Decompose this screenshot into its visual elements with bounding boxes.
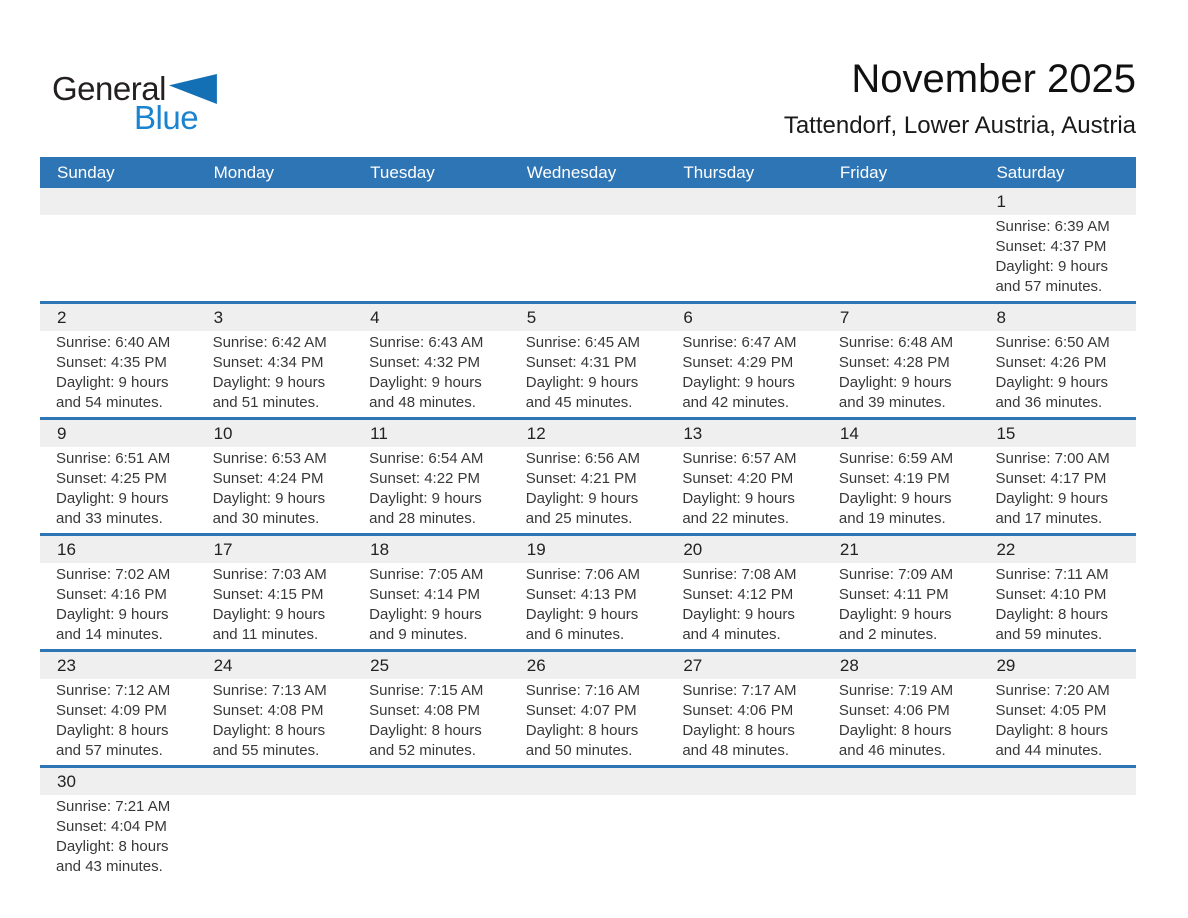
day-daylight-text: Daylight: 9 hours and 39 minutes.	[838, 374, 952, 411]
day-daylight-text: Daylight: 9 hours and 30 minutes.	[212, 490, 326, 527]
day-sunset-text: Sunset: 4:35 PM	[56, 354, 167, 371]
day-number-band	[979, 188, 1136, 215]
day-number-band	[979, 420, 1136, 447]
day-number: 5	[526, 308, 537, 327]
day-daylight-text: Daylight: 9 hours and 25 minutes.	[525, 490, 639, 527]
day-details	[823, 795, 980, 876]
day-number: 6	[683, 308, 693, 327]
day-cell	[666, 420, 823, 533]
day-number-band	[666, 652, 823, 679]
day-sunrise-text: Sunrise: 6:50 AM	[995, 334, 1110, 351]
day-number-band	[40, 420, 197, 447]
day-details	[197, 795, 354, 876]
day-details	[40, 563, 197, 649]
day-cell	[666, 188, 823, 301]
day-details	[40, 679, 197, 765]
day-number-band	[510, 188, 667, 215]
day-daylight-text: Daylight: 8 hours and 44 minutes.	[995, 722, 1109, 759]
day-number-band	[979, 652, 1136, 679]
calendar-grid	[40, 188, 1136, 881]
day-sunset-text: Sunset: 4:37 PM	[995, 238, 1107, 255]
day-cell	[823, 188, 980, 301]
day-details	[510, 795, 667, 876]
day-number-band	[353, 768, 510, 795]
day-cell	[197, 420, 354, 533]
calendar-week-row	[40, 188, 1136, 304]
day-name-friday: Friday	[839, 163, 888, 182]
day-cell	[510, 652, 667, 765]
day-number: 29	[996, 656, 1016, 675]
day-sunrise-text: Sunrise: 7:21 AM	[56, 798, 171, 815]
day-daylight-text: Daylight: 9 hours and 57 minutes.	[995, 258, 1109, 295]
day-sunrise-text: Sunrise: 7:15 AM	[369, 682, 484, 699]
day-details	[979, 795, 1136, 876]
day-number-band	[197, 652, 354, 679]
day-cell	[666, 768, 823, 881]
day-sunset-text: Sunset: 4:09 PM	[56, 702, 167, 719]
day-cell	[666, 304, 823, 417]
day-sunset-text: Sunset: 4:08 PM	[369, 702, 481, 719]
day-number-band	[823, 420, 980, 447]
day-cell	[510, 188, 667, 301]
day-sunset-text: Sunset: 4:04 PM	[56, 818, 167, 835]
day-number: 11	[370, 424, 388, 443]
day-details	[979, 563, 1136, 649]
day-sunrise-text: Sunrise: 7:11 AM	[995, 566, 1109, 583]
day-cell	[823, 304, 980, 417]
day-sunrise-text: Sunrise: 7:20 AM	[995, 682, 1110, 699]
day-daylight-text: Daylight: 9 hours and 48 minutes.	[369, 374, 482, 411]
day-cell	[353, 652, 510, 765]
day-number-band	[979, 768, 1136, 795]
day-name-thursday: Thursday	[683, 163, 755, 182]
day-details	[197, 331, 354, 417]
logo-general-text: General	[52, 70, 166, 107]
day-cell	[353, 768, 510, 881]
day-sunrise-text: Sunrise: 6:51 AM	[56, 450, 171, 467]
day-sunset-text: Sunset: 4:10 PM	[995, 586, 1107, 603]
day-number-band	[353, 188, 510, 215]
day-sunrise-text: Sunrise: 6:56 AM	[525, 450, 640, 467]
day-sunrise-text: Sunrise: 6:45 AM	[525, 334, 640, 351]
day-details	[823, 563, 980, 649]
title-block	[784, 56, 1136, 140]
day-daylight-text: Daylight: 8 hours and 59 minutes.	[995, 606, 1109, 643]
day-sunset-text: Sunset: 4:17 PM	[995, 470, 1107, 487]
day-number-band	[353, 652, 510, 679]
day-name-wednesday: Wednesday	[526, 163, 617, 182]
day-number: 23	[57, 656, 76, 675]
day-details	[197, 679, 354, 765]
day-cell	[666, 536, 823, 649]
calendar-week-row	[40, 652, 1136, 768]
day-cell	[353, 536, 510, 649]
day-daylight-text: Daylight: 8 hours and 52 minutes.	[369, 722, 482, 759]
day-details	[510, 679, 667, 765]
day-sunrise-text: Sunrise: 6:57 AM	[682, 450, 797, 467]
day-cell	[197, 304, 354, 417]
day-details	[353, 563, 510, 649]
day-sunset-text: Sunset: 4:12 PM	[682, 586, 794, 603]
day-daylight-text: Daylight: 9 hours and 36 minutes.	[995, 374, 1109, 411]
day-sunrise-text: Sunrise: 7:08 AM	[682, 566, 797, 583]
calendar-week-row	[40, 536, 1136, 652]
day-cell	[510, 536, 667, 649]
day-number: 14	[839, 424, 859, 443]
day-details	[197, 215, 354, 296]
day-sunrise-text: Sunrise: 7:13 AM	[212, 682, 327, 699]
day-number: 26	[526, 656, 546, 675]
day-cell	[353, 420, 510, 533]
day-sunrise-text: Sunrise: 6:43 AM	[369, 334, 484, 351]
day-sunrise-text: Sunrise: 7:09 AM	[838, 566, 954, 583]
day-daylight-text: Daylight: 9 hours and 4 minutes.	[682, 606, 795, 643]
day-number-band	[666, 420, 823, 447]
day-cell	[823, 420, 980, 533]
day-cell	[979, 768, 1136, 881]
day-sunset-text: Sunset: 4:15 PM	[212, 586, 324, 603]
day-cell	[353, 304, 510, 417]
day-cell	[40, 652, 197, 765]
general-blue-logo	[52, 72, 217, 134]
day-details	[197, 447, 354, 533]
day-number: 8	[996, 308, 1006, 327]
page-subtitle: Tattendorf, Lower Austria, Austria	[783, 112, 1136, 139]
day-number-band	[40, 188, 197, 215]
day-number-band	[979, 304, 1136, 331]
day-cell	[979, 652, 1136, 765]
day-number: 27	[683, 656, 703, 675]
day-sunrise-text: Sunrise: 7:03 AM	[212, 566, 327, 583]
day-sunset-text: Sunset: 4:07 PM	[525, 702, 637, 719]
day-details	[979, 331, 1136, 417]
day-number: 10	[213, 424, 233, 443]
day-cell	[823, 768, 980, 881]
day-sunset-text: Sunset: 4:11 PM	[838, 586, 949, 603]
day-daylight-text: Daylight: 9 hours and 6 minutes.	[525, 606, 639, 643]
day-sunrise-text: Sunrise: 7:05 AM	[369, 566, 484, 583]
day-number: 18	[370, 540, 390, 559]
day-number: 2	[57, 308, 67, 327]
day-sunset-text: Sunset: 4:06 PM	[682, 702, 794, 719]
day-sunset-text: Sunset: 4:25 PM	[56, 470, 167, 487]
day-number-band	[353, 536, 510, 563]
day-number-band	[353, 304, 510, 331]
calendar-header-row	[40, 157, 1136, 188]
day-details	[40, 215, 197, 296]
day-number-band	[979, 536, 1136, 563]
day-sunrise-text: Sunrise: 6:40 AM	[56, 334, 171, 351]
day-cell	[197, 536, 354, 649]
day-cell	[823, 536, 980, 649]
day-daylight-text: Daylight: 8 hours and 50 minutes.	[525, 722, 639, 759]
calendar-week-row	[40, 304, 1136, 420]
day-number-band	[823, 768, 980, 795]
day-cell	[979, 536, 1136, 649]
calendar-week-row	[40, 420, 1136, 536]
day-daylight-text: Daylight: 9 hours and 42 minutes.	[682, 374, 795, 411]
day-sunrise-text: Sunrise: 7:02 AM	[56, 566, 171, 583]
day-daylight-text: Daylight: 8 hours and 55 minutes.	[212, 722, 326, 759]
day-details	[666, 679, 823, 765]
day-cell	[40, 536, 197, 649]
day-number-band	[197, 768, 354, 795]
day-sunrise-text: Sunrise: 7:00 AM	[995, 450, 1110, 467]
day-number-band	[823, 536, 980, 563]
day-number: 24	[213, 656, 233, 675]
day-number: 12	[526, 424, 546, 443]
day-daylight-text: Daylight: 8 hours and 48 minutes.	[682, 722, 795, 759]
day-cell	[823, 652, 980, 765]
day-details	[666, 563, 823, 649]
day-sunset-text: Sunset: 4:21 PM	[525, 470, 637, 487]
day-number-band	[510, 420, 667, 447]
day-number-band	[40, 652, 197, 679]
day-name-tuesday: Tuesday	[370, 163, 435, 182]
logo-blue-text: Blue	[134, 99, 199, 136]
day-details	[979, 447, 1136, 533]
day-sunrise-text: Sunrise: 6:59 AM	[838, 450, 954, 467]
day-sunrise-text: Sunrise: 6:54 AM	[369, 450, 484, 467]
day-daylight-text: Daylight: 8 hours and 46 minutes.	[838, 722, 952, 759]
day-sunrise-text: Sunrise: 7:12 AM	[56, 682, 171, 699]
day-number: 19	[526, 540, 546, 559]
day-number-band	[510, 768, 667, 795]
day-details	[197, 563, 354, 649]
day-details	[510, 447, 667, 533]
day-details	[666, 447, 823, 533]
day-sunrise-text: Sunrise: 6:53 AM	[212, 450, 327, 467]
day-cell	[979, 188, 1136, 301]
day-number-band	[823, 652, 980, 679]
day-details	[353, 679, 510, 765]
day-number: 17	[213, 540, 233, 559]
day-sunset-text: Sunset: 4:16 PM	[56, 586, 167, 603]
day-details	[979, 679, 1136, 765]
day-number: 20	[683, 540, 703, 559]
day-sunset-text: Sunset: 4:32 PM	[369, 354, 481, 371]
day-number: 1	[996, 192, 1006, 211]
day-cell	[40, 304, 197, 417]
day-sunrise-text: Sunrise: 7:06 AM	[525, 566, 640, 583]
day-number: 7	[839, 308, 850, 327]
day-number-band	[40, 768, 197, 795]
day-cell	[510, 768, 667, 881]
day-details	[823, 215, 980, 296]
day-sunset-text: Sunset: 4:14 PM	[369, 586, 481, 603]
day-daylight-text: Daylight: 8 hours and 57 minutes.	[56, 722, 169, 759]
calendar	[40, 157, 1136, 881]
day-number: 16	[57, 540, 76, 559]
day-sunset-text: Sunset: 4:29 PM	[682, 354, 794, 371]
page-title: November 2025	[851, 57, 1136, 101]
day-number-band	[40, 304, 197, 331]
day-cell	[40, 420, 197, 533]
day-cell	[510, 420, 667, 533]
day-sunset-text: Sunset: 4:28 PM	[838, 354, 950, 371]
day-cell	[979, 420, 1136, 533]
day-details	[40, 331, 197, 417]
day-details	[510, 563, 667, 649]
day-cell	[40, 768, 197, 881]
day-number-band	[40, 536, 197, 563]
day-cell	[197, 188, 354, 301]
day-daylight-text: Daylight: 9 hours and 14 minutes.	[56, 606, 169, 643]
day-number: 15	[996, 424, 1016, 443]
day-name-monday: Monday	[213, 163, 275, 182]
day-number-band	[666, 536, 823, 563]
day-sunset-text: Sunset: 4:08 PM	[212, 702, 324, 719]
day-name-sunday: Sunday	[57, 163, 115, 182]
day-sunrise-text: Sunrise: 6:39 AM	[995, 218, 1110, 235]
day-details	[979, 215, 1136, 301]
day-sunset-text: Sunset: 4:34 PM	[212, 354, 324, 371]
day-details	[353, 331, 510, 417]
day-sunset-text: Sunset: 4:13 PM	[525, 586, 637, 603]
day-number-band	[510, 304, 667, 331]
day-sunset-text: Sunset: 4:22 PM	[369, 470, 481, 487]
day-sunset-text: Sunset: 4:05 PM	[995, 702, 1107, 719]
day-number: 22	[996, 540, 1016, 559]
day-daylight-text: Daylight: 9 hours and 9 minutes.	[369, 606, 482, 643]
day-name-saturday: Saturday	[996, 163, 1065, 182]
day-details	[353, 447, 510, 533]
day-details	[666, 795, 823, 876]
day-sunrise-text: Sunrise: 6:47 AM	[682, 334, 797, 351]
day-daylight-text: Daylight: 9 hours and 51 minutes.	[212, 374, 326, 411]
day-number-band	[666, 304, 823, 331]
day-cell	[666, 652, 823, 765]
day-sunrise-text: Sunrise: 7:19 AM	[838, 682, 954, 699]
day-cell	[979, 304, 1136, 417]
day-number: 25	[370, 656, 390, 675]
day-number: 13	[683, 424, 703, 443]
day-details	[353, 795, 510, 876]
day-daylight-text: Daylight: 9 hours and 2 minutes.	[838, 606, 952, 643]
day-daylight-text: Daylight: 9 hours and 22 minutes.	[682, 490, 795, 527]
day-number: 4	[370, 308, 380, 327]
day-number-band	[197, 420, 354, 447]
day-daylight-text: Daylight: 9 hours and 33 minutes.	[56, 490, 169, 527]
day-sunrise-text: Sunrise: 7:17 AM	[682, 682, 797, 699]
day-daylight-text: Daylight: 9 hours and 45 minutes.	[525, 374, 639, 411]
day-details	[40, 447, 197, 533]
day-details	[510, 331, 667, 417]
day-daylight-text: Daylight: 9 hours and 11 minutes.	[212, 606, 326, 643]
day-daylight-text: Daylight: 8 hours and 43 minutes.	[56, 838, 169, 875]
day-cell	[353, 188, 510, 301]
day-number-band	[510, 536, 667, 563]
day-sunset-text: Sunset: 4:06 PM	[838, 702, 950, 719]
day-details	[823, 331, 980, 417]
day-sunset-text: Sunset: 4:19 PM	[838, 470, 950, 487]
day-cell	[197, 768, 354, 881]
day-number-band	[823, 304, 980, 331]
day-number-band	[823, 188, 980, 215]
day-number-band	[666, 188, 823, 215]
day-details	[510, 215, 667, 296]
day-details	[823, 447, 980, 533]
day-cell	[40, 188, 197, 301]
day-number: 9	[57, 424, 67, 443]
day-sunset-text: Sunset: 4:20 PM	[682, 470, 794, 487]
day-daylight-text: Daylight: 9 hours and 28 minutes.	[369, 490, 482, 527]
day-number-band	[510, 652, 667, 679]
day-number: 3	[213, 308, 224, 327]
day-cell	[197, 652, 354, 765]
day-number-band	[666, 768, 823, 795]
day-number-band	[197, 304, 354, 331]
day-details	[40, 795, 197, 881]
day-details	[666, 331, 823, 417]
calendar-week-row	[40, 768, 1136, 881]
day-details	[353, 215, 510, 296]
day-number: 28	[839, 656, 859, 675]
day-number-band	[197, 188, 354, 215]
day-number: 30	[57, 772, 76, 791]
day-number-band	[353, 420, 510, 447]
day-details	[666, 215, 823, 296]
day-cell	[510, 304, 667, 417]
day-number-band	[197, 536, 354, 563]
day-sunset-text: Sunset: 4:24 PM	[212, 470, 324, 487]
day-daylight-text: Daylight: 9 hours and 54 minutes.	[56, 374, 169, 411]
day-sunrise-text: Sunrise: 6:48 AM	[838, 334, 954, 351]
day-sunset-text: Sunset: 4:26 PM	[995, 354, 1107, 371]
day-daylight-text: Daylight: 9 hours and 17 minutes.	[995, 490, 1109, 527]
day-number: 21	[839, 540, 859, 559]
day-sunrise-text: Sunrise: 6:42 AM	[212, 334, 327, 351]
day-sunrise-text: Sunrise: 7:16 AM	[525, 682, 640, 699]
day-sunset-text: Sunset: 4:31 PM	[525, 354, 637, 371]
day-daylight-text: Daylight: 9 hours and 19 minutes.	[838, 490, 952, 527]
day-details	[823, 679, 980, 765]
